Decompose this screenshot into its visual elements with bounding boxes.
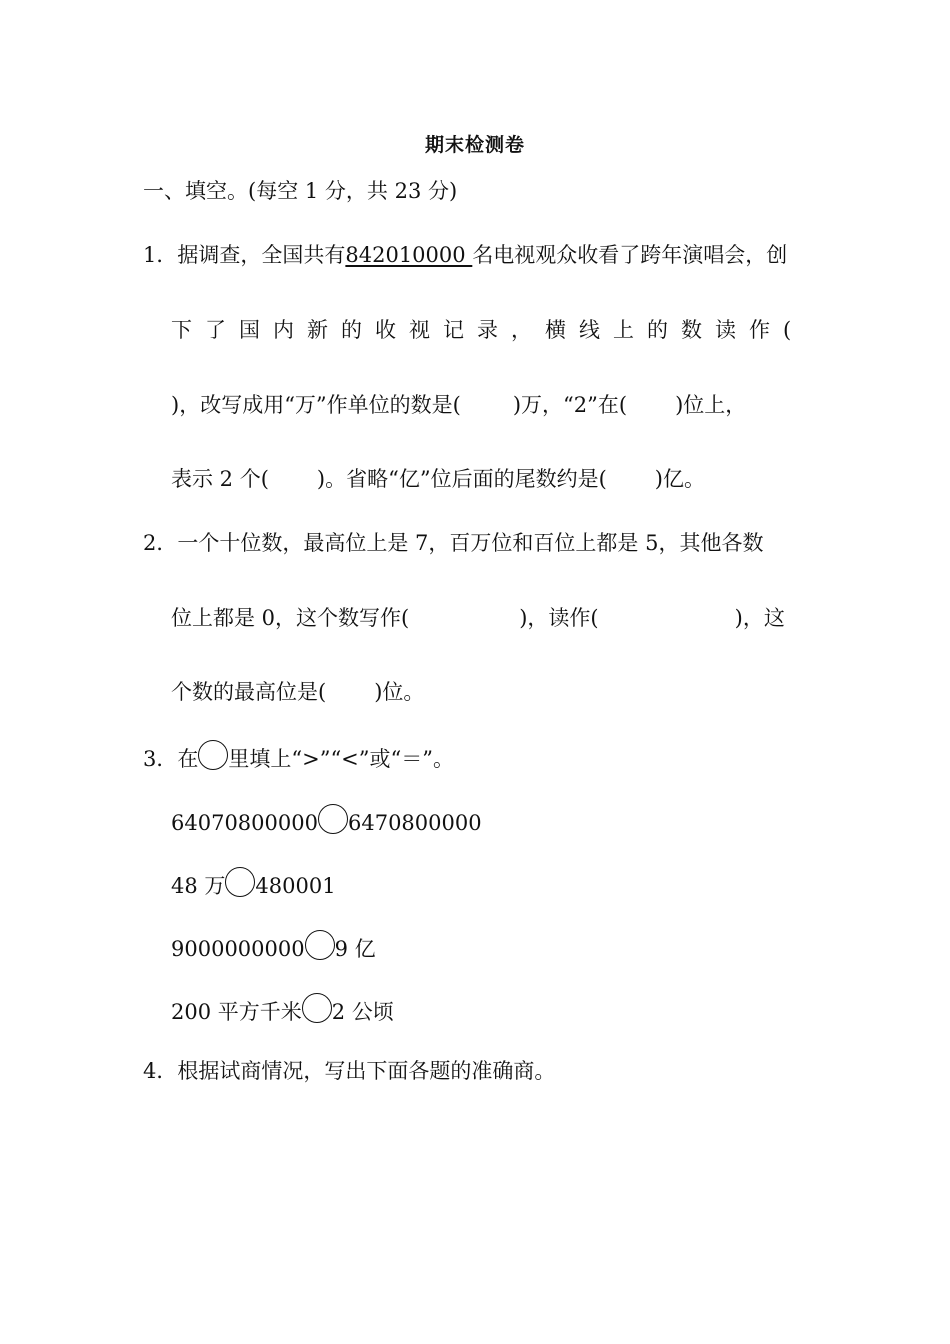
q2-line2-c: )，这 [734, 606, 785, 630]
q3-text-b: 里填上“>”“<”或“＝”。 [228, 747, 454, 771]
q1-line2-paren: ( [783, 318, 792, 342]
q1-line4-b: )。省略“亿”位后面的尾数约是( [316, 467, 607, 491]
compare-right: 9 亿 [334, 937, 376, 961]
q1-line3-a: )，改写成用“万”作单位的数是( [171, 393, 461, 417]
q1-line4 [171, 465, 705, 493]
q1-text-a: 据调查，全国共有 [177, 243, 346, 267]
q2-line1 [143, 529, 763, 557]
compare-right: 480001 [255, 874, 336, 898]
q2-line2-a: 位上都是 0，这个数写作( [171, 606, 410, 630]
q2-line2-b: )，读作( [519, 606, 599, 630]
compare-right: 6470800000 [347, 811, 482, 835]
compare-row [171, 804, 482, 837]
q1-underlined-number: 842010000 [345, 243, 473, 267]
compare-left: 64070800000 [171, 811, 318, 835]
q1-line3-c: )位上， [675, 393, 747, 417]
q3-number: 3． [143, 747, 178, 771]
compare-left: 200 平方千米 [171, 1000, 302, 1024]
compare-circle[interactable] [318, 804, 348, 834]
q2-line1-text: 一个十位数，最高位上是 7，百万位和百位上都是 5，其他各数 [177, 531, 764, 555]
q2-line3-a: 个数的最高位是( [171, 680, 327, 704]
compare-circle[interactable] [302, 993, 332, 1023]
q3-line1 [143, 740, 454, 773]
page-title: 期末检测卷 [424, 134, 525, 156]
q3-text-a: 在 [177, 747, 199, 771]
q4-number: 4． [143, 1059, 178, 1083]
q4-text: 根据试商情况，写出下面各题的准确商。 [177, 1059, 556, 1083]
compare-row [171, 930, 376, 963]
compare-right: 2 公顷 [331, 1000, 394, 1024]
compare-left: 48 万 [171, 874, 226, 898]
q1-line1 [143, 241, 787, 269]
circle-icon [198, 740, 228, 770]
section-heading: 一、填空。(每空 1 分，共 23 分) [143, 179, 458, 203]
q1-line4-c: )亿。 [654, 467, 705, 491]
compare-circle[interactable] [225, 867, 255, 897]
q1-line4-a: 表示 2 个( [171, 467, 269, 491]
q1-line3-b: )万，“2”在( [512, 393, 628, 417]
compare-left: 9000000000 [171, 937, 305, 961]
q1-text-b: 名电视观众收看了跨年演唱会，创 [472, 243, 788, 267]
compare-circle[interactable] [305, 930, 335, 960]
compare-row [171, 867, 336, 900]
compare-row [171, 993, 394, 1026]
q1-number: 1． [143, 243, 178, 267]
q4-line1 [143, 1057, 555, 1085]
q2-line3 [171, 678, 424, 706]
q1-line2 [171, 316, 791, 344]
q1-line2-text: 下了国内新的收视记录，横线上的数读作 [171, 318, 783, 342]
q2-line3-b: )位。 [374, 680, 425, 704]
q2-line2 [171, 604, 785, 632]
q2-number: 2． [143, 531, 178, 555]
q1-line3 [171, 391, 746, 419]
